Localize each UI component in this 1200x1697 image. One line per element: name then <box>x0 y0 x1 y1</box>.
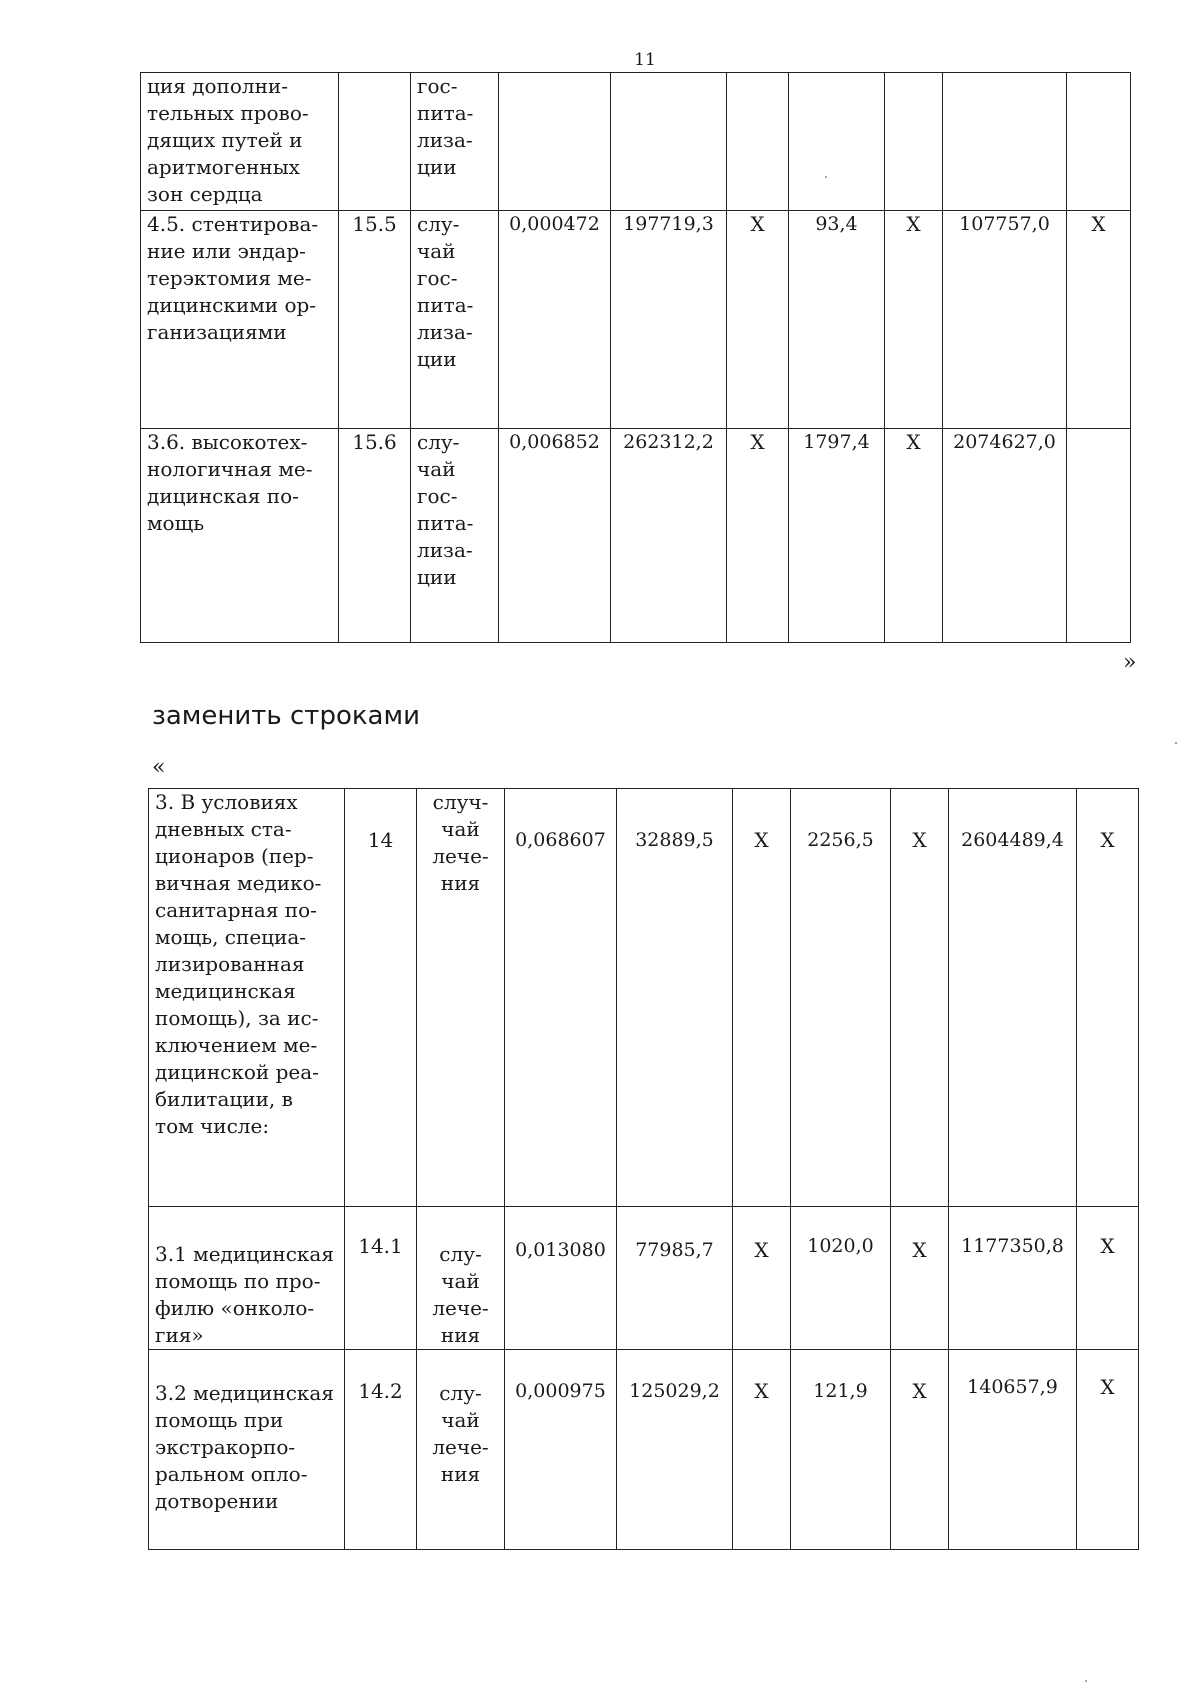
text-line: чай <box>441 1408 480 1432</box>
text-line: вичная медико- <box>155 871 322 895</box>
text-line: гия» <box>155 1323 204 1347</box>
text-line: слу- <box>417 430 460 454</box>
text-line: мощь <box>147 511 205 535</box>
text-line: ние или эндар- <box>147 239 306 263</box>
text-line: лиза- <box>417 320 473 344</box>
coefficient-cell: 0,000975 <box>505 1350 617 1550</box>
text-line: аритмогенных <box>147 155 300 179</box>
value-cell: 1020,0 <box>791 1207 891 1350</box>
text-line: случ- <box>432 790 489 814</box>
row-code-cell: 15.6 <box>339 429 411 643</box>
x-cell: Х <box>891 789 949 1207</box>
text-line: лече- <box>432 1296 489 1320</box>
row-unit-cell <box>417 1350 505 1550</box>
text-line: билитации, в <box>155 1087 293 1111</box>
value-cell: 93,4 <box>789 211 885 429</box>
x-cell: Х <box>1077 789 1139 1207</box>
value-cell: 2256,5 <box>791 789 891 1207</box>
text-line: 3. В условиях <box>155 790 298 814</box>
text-line: гос- <box>417 266 458 290</box>
table-row <box>149 1207 1139 1350</box>
opening-quote: « <box>152 755 166 780</box>
x-cell <box>1067 429 1131 643</box>
row-unit-cell <box>411 429 499 643</box>
text-line: ния <box>440 1323 481 1347</box>
text-line: санитарная по- <box>155 898 317 922</box>
text-line: дицинскими ор- <box>147 293 317 317</box>
text-line: 3.6. высокотех- <box>147 430 308 454</box>
table-row <box>141 73 1131 211</box>
total-cell <box>943 73 1067 211</box>
text-line: дицинской реа- <box>155 1060 319 1084</box>
x-cell: Х <box>885 429 943 643</box>
text-line: помощь при <box>155 1408 284 1432</box>
text-line: слу- <box>417 212 460 236</box>
scan-speck <box>1085 1680 1087 1682</box>
text-line: дотворении <box>155 1489 279 1513</box>
row-code-cell: 15.5 <box>339 211 411 429</box>
page-number: 11 <box>634 50 656 70</box>
table-row <box>141 211 1131 429</box>
row-unit-cell <box>411 211 499 429</box>
text-line: гос- <box>417 484 458 508</box>
text-line: лече- <box>432 1435 489 1459</box>
x-cell <box>1067 73 1131 211</box>
row-code-cell <box>339 73 411 211</box>
text-line: ции <box>417 155 457 179</box>
text-line: 3.1 медицинская <box>155 1242 334 1266</box>
x-cell: Х <box>733 789 791 1207</box>
text-line: ральном опло- <box>155 1462 308 1486</box>
row-unit-cell <box>417 789 505 1207</box>
text-line: нологичная ме- <box>147 457 313 481</box>
x-cell <box>885 73 943 211</box>
text-line: мощь, специа- <box>155 925 307 949</box>
top-table <box>140 72 1131 643</box>
text-line: лече- <box>432 844 489 868</box>
text-line: пита- <box>417 511 474 535</box>
text-line: пита- <box>417 293 474 317</box>
row-name-cell <box>149 1350 345 1550</box>
text-line: ния <box>440 871 481 895</box>
row-unit-cell <box>411 73 499 211</box>
text-line: дневных ста- <box>155 817 292 841</box>
text-line: экстракорпо- <box>155 1435 296 1459</box>
x-cell: Х <box>1077 1207 1139 1350</box>
cost-cell: 77985,7 <box>617 1207 733 1350</box>
text-line: лиза- <box>417 128 473 152</box>
row-name-cell <box>141 73 339 211</box>
cost-cell: 197719,3 <box>611 211 727 429</box>
row-name-cell <box>141 429 339 643</box>
x-cell: Х <box>1067 211 1131 429</box>
row-name-cell <box>141 211 339 429</box>
total-cell: 140657,9 <box>949 1350 1077 1550</box>
total-cell: 1177350,8 <box>949 1207 1077 1350</box>
x-cell: Х <box>1077 1350 1139 1550</box>
replace-instruction: заменить строками <box>152 701 420 731</box>
row-code-cell: 14.2 <box>345 1350 417 1550</box>
bottom-table <box>148 788 1139 1550</box>
row-code-cell: 14 <box>345 789 417 1207</box>
coefficient-cell <box>499 73 611 211</box>
value-cell <box>789 73 885 211</box>
x-cell: Х <box>727 429 789 643</box>
coefficient-cell: 0,006852 <box>499 429 611 643</box>
table-row <box>149 1350 1139 1550</box>
total-cell: 107757,0 <box>943 211 1067 429</box>
row-name-cell <box>149 1207 345 1350</box>
x-cell: Х <box>885 211 943 429</box>
cost-cell <box>611 73 727 211</box>
text-line: тельных прово- <box>147 101 309 125</box>
row-code-cell: 14.1 <box>345 1207 417 1350</box>
text-line: филю «онколо- <box>155 1296 315 1320</box>
text-line: помощь), за ис- <box>155 1006 319 1030</box>
text-line: лиза- <box>417 538 473 562</box>
coefficient-cell: 0,068607 <box>505 789 617 1207</box>
row-unit-cell <box>417 1207 505 1350</box>
text-line: пита- <box>417 101 474 125</box>
text-line: слу- <box>439 1381 482 1405</box>
table-row <box>149 789 1139 1207</box>
text-line: 3.2 медицинская <box>155 1381 334 1405</box>
x-cell: Х <box>891 1207 949 1350</box>
text-line: терэктомия ме- <box>147 266 312 290</box>
text-line: чай <box>417 239 456 263</box>
text-line: чай <box>441 1269 480 1293</box>
text-line: помощь по про- <box>155 1269 321 1293</box>
coefficient-cell: 0,000472 <box>499 211 611 429</box>
text-line: ции <box>417 565 457 589</box>
x-cell: Х <box>733 1350 791 1550</box>
text-line: дицинская по- <box>147 484 299 508</box>
total-cell: 2074627,0 <box>943 429 1067 643</box>
total-cell: 2604489,4 <box>949 789 1077 1207</box>
closing-quote: » <box>1123 650 1137 675</box>
x-cell: Х <box>733 1207 791 1350</box>
row-name-cell <box>149 789 345 1207</box>
text-line: ции <box>417 347 457 371</box>
text-line: чай <box>441 817 480 841</box>
text-line: ганизациями <box>147 320 287 344</box>
text-line: 4.5. стентирова- <box>147 212 319 236</box>
text-line: зон сердца <box>147 182 263 206</box>
text-line: медицинская <box>155 979 296 1003</box>
text-line: чай <box>417 457 456 481</box>
x-cell: Х <box>891 1350 949 1550</box>
value-cell: 1797,4 <box>789 429 885 643</box>
table-row <box>141 429 1131 643</box>
scan-speck <box>825 176 827 178</box>
text-line: дящих путей и <box>147 128 303 152</box>
cost-cell: 125029,2 <box>617 1350 733 1550</box>
scan-speck <box>1175 742 1177 744</box>
coefficient-cell: 0,013080 <box>505 1207 617 1350</box>
x-cell: Х <box>727 211 789 429</box>
x-cell <box>727 73 789 211</box>
value-cell: 121,9 <box>791 1350 891 1550</box>
text-line: лизированная <box>155 952 305 976</box>
text-line: гос- <box>417 74 458 98</box>
text-line: слу- <box>439 1242 482 1266</box>
text-line: ключением ме- <box>155 1033 318 1057</box>
cost-cell: 32889,5 <box>617 789 733 1207</box>
text-line: ционаров (пер- <box>155 844 314 868</box>
text-line: ция дополни- <box>147 74 289 98</box>
cost-cell: 262312,2 <box>611 429 727 643</box>
text-line: ния <box>440 1462 481 1486</box>
text-line: том числе: <box>155 1114 270 1138</box>
